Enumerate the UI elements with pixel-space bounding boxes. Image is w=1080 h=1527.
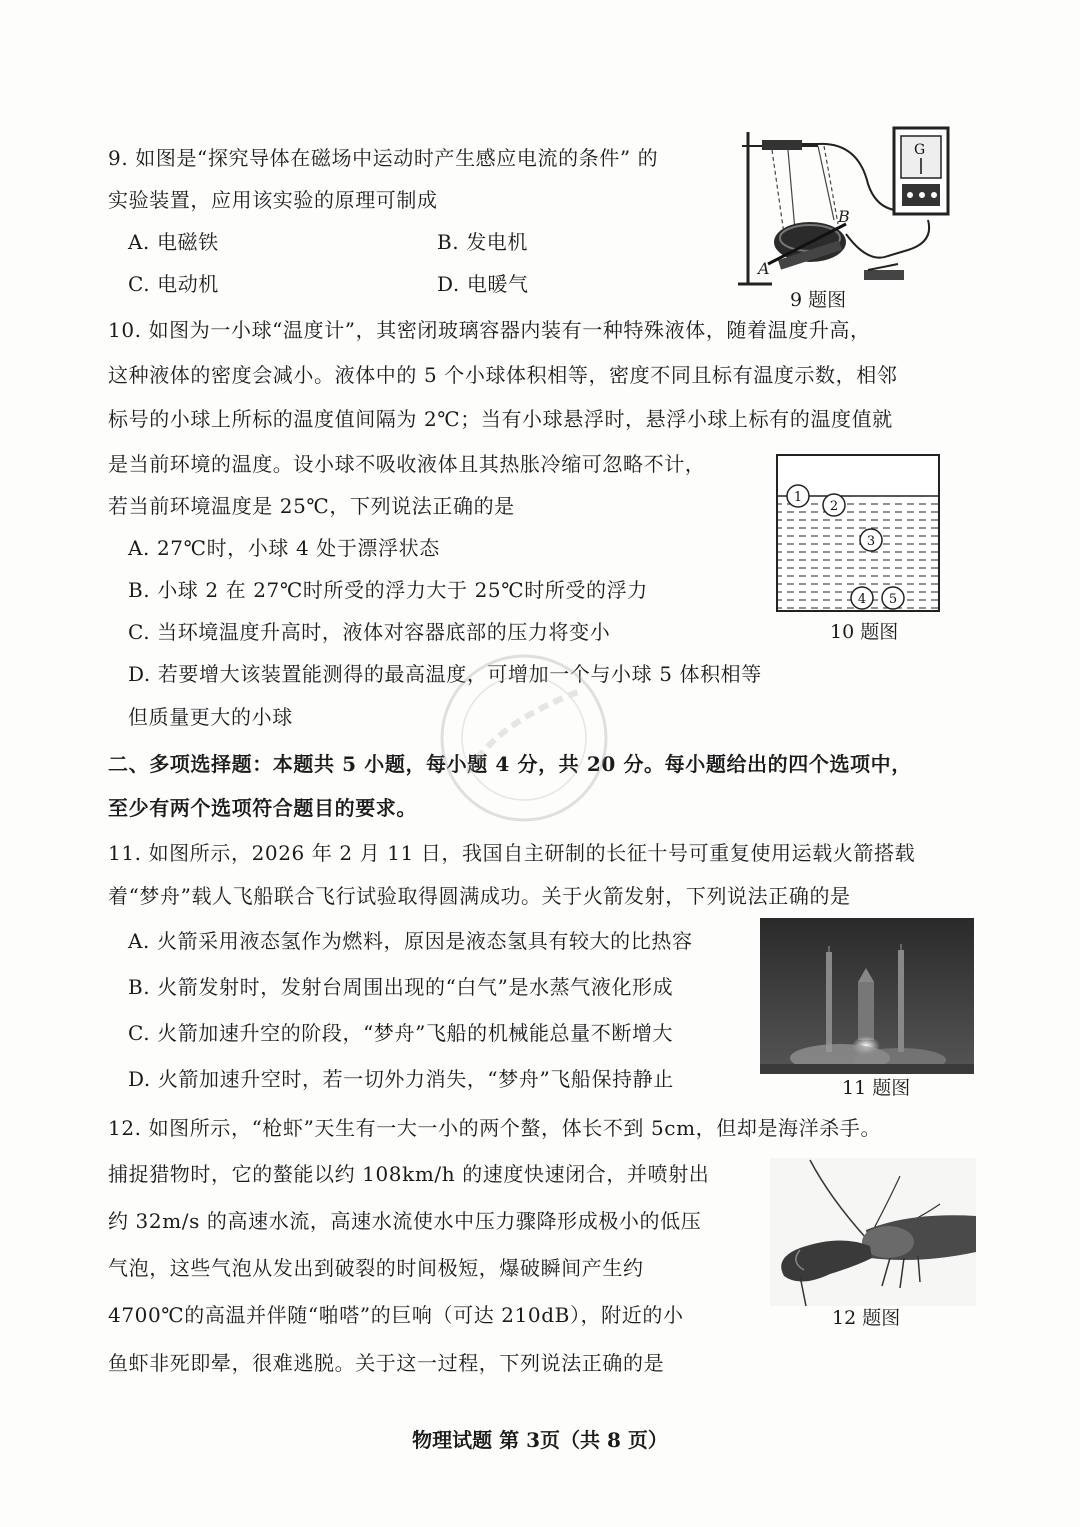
q10-option-b: B. 小球 2 在 27℃时所受的浮力大于 25℃时所受的浮力 [128, 578, 648, 602]
q9-stem-line1: 9. 如图是“探究导体在磁场中运动时产生感应电流的条件” 的 [108, 146, 659, 170]
q12-stem-line4: 气泡，这些气泡从发出到破裂的时间极短，爆破瞬间产生约 [108, 1256, 644, 1280]
q9-option-d: D. 电暖气 [437, 272, 529, 296]
q11-option-b: B. 火箭发射时，发射台周围出现的“白气”是水蒸气液化形成 [128, 975, 674, 999]
q10-stem-line4: 是当前环境的温度。设小球不吸收液体且其热胀冷缩可忽略不计， [108, 452, 706, 476]
q11-option-c: C. 火箭加速升空的阶段，“梦舟”飞船的机械能总量不断增大 [128, 1021, 674, 1045]
q12-stem-line5: 4700℃的高温并伴随“啪嗒”的巨响（可达 210dB），附近的小 [108, 1303, 684, 1327]
watermark-stamp [438, 652, 610, 824]
q9-stem-line2: 实验装置，应用该实验的原理可制成 [108, 188, 438, 212]
q12-figure-caption: 12 题图 [832, 1307, 901, 1329]
q11-figure-caption: 11 题图 [842, 1077, 911, 1099]
q12-figure-pistol-shrimp-photo [770, 1158, 976, 1306]
q11-option-d: D. 火箭加速升空时，若一切外力消失，“梦舟”飞船保持静止 [128, 1067, 674, 1091]
page-footer: 物理试题 第 3页（共 8 页） [412, 1428, 668, 1452]
q9-option-b: B. 发电机 [437, 230, 529, 254]
q10-stem-line5: 若当前环境温度是 25℃，下列说法正确的是 [108, 494, 515, 518]
q10-option-d-line1: D. 若要增大该装置能测得的最高温度，可增加一个与小球 5 体积相等 [128, 662, 762, 686]
q11-figure-rocket-launch-photo [760, 918, 974, 1074]
q9-label-b: B [838, 207, 850, 226]
q10-option-d-line2: 但质量更大的小球 [128, 705, 293, 729]
q10-ball-3-label: 3 [866, 534, 876, 549]
q10-stem-line1: 10. 如图为一小球“温度计”，其密闭玻璃容器内装有一种特殊液体，随着温度升高， [108, 318, 871, 342]
q12-stem-line1: 12. 如图所示，“枪虾”天生有一大一小的两个螯，体长不到 5cm，但却是海洋杀手。 [108, 1116, 882, 1140]
q11-option-a: A. 火箭采用液态氢作为燃料，原因是液态氢具有较大的比热容 [128, 929, 693, 953]
q12-stem-line2: 捕捉猎物时，它的螯能以约 108km/h 的速度快速闭合，并喷射出 [108, 1162, 710, 1186]
q10-option-a: A. 27℃时，小球 4 处于漂浮状态 [128, 536, 440, 560]
q9-label-a: A [758, 259, 770, 278]
q10-figure-caption: 10 题图 [830, 621, 899, 643]
q10-option-c: C. 当环境温度升高时，液体对容器底部的压力将变小 [128, 620, 611, 644]
q11-stem-line2: 着“梦舟”载人飞船联合飞行试验取得圆满成功。关于火箭发射，下列说法正确的是 [108, 884, 851, 908]
q11-stem-line1: 11. 如图所示，2026 年 2 月 11 日，我国自主研制的长征十号可重复使用运载火箭搭载 [108, 841, 916, 865]
q9-figure-caption: 9 题图 [790, 289, 847, 311]
q10-ball-2-label: 2 [829, 499, 839, 514]
q10-stem-line3: 标号的小球上所标的温度值间隔为 2℃；当有小球悬浮时，悬浮小球上标有的温度值就 [108, 407, 893, 431]
q9-option-c: C. 电动机 [128, 272, 219, 296]
q12-stem-line3: 约 32m/s 的高速水流，高速水流使水中压力骤降形成极小的低压 [108, 1209, 702, 1233]
section2-heading-line1: 二、多项选择题：本题共 5 小题，每小题 4 分，共 20 分。每小题给出的四个选项中， [108, 752, 912, 776]
q12-stem-line6: 鱼虾非死即晕，很难逃脱。关于这一过程，下列说法正确的是 [108, 1351, 665, 1375]
q10-ball-4-label: 4 [857, 592, 867, 607]
q10-stem-line2: 这种液体的密度会减小。液体中的 5 个小球体积相等，密度不同且标有温度示数，相邻 [108, 363, 898, 387]
q9-option-a: A. 电磁铁 [128, 230, 219, 254]
section2-heading-line2: 至少有两个选项符合题目的要求。 [108, 796, 417, 820]
q10-ball-5-label: 5 [888, 592, 898, 607]
q10-ball-1-label: 1 [793, 490, 803, 505]
q10-figure-ball-thermometer [774, 452, 942, 616]
q9-galvanometer-label: G [914, 142, 926, 158]
q9-figure-induction-apparatus [738, 124, 954, 296]
